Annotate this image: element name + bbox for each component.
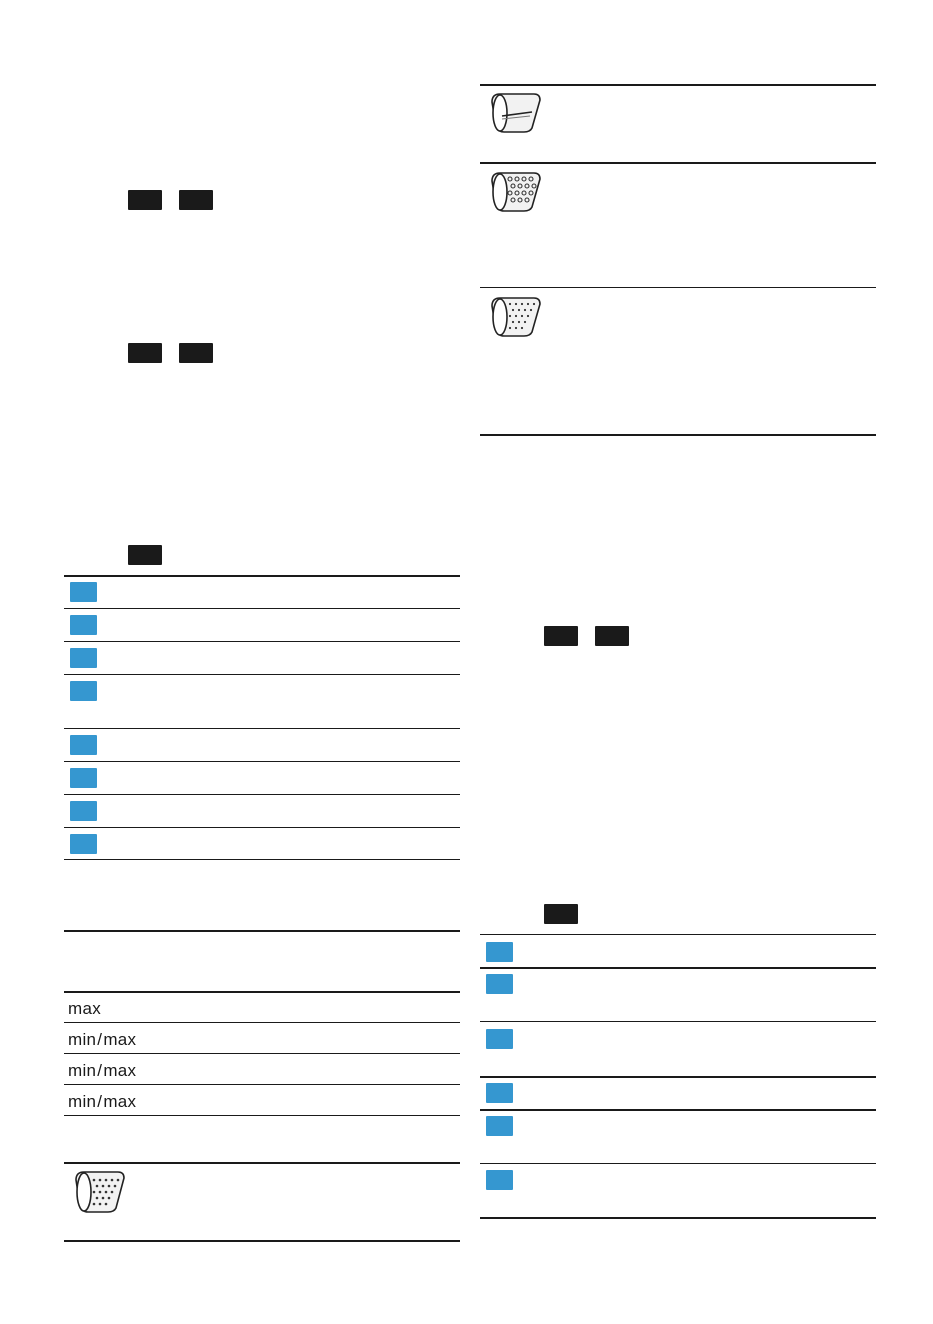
step-marker — [486, 1170, 513, 1190]
speed-setting: min/max — [68, 1030, 137, 1049]
table-rule — [64, 859, 460, 860]
step-marker — [70, 834, 97, 854]
coarse-grater-drum-icon — [488, 169, 544, 217]
table-rule — [64, 1084, 460, 1085]
table-rule — [480, 84, 876, 86]
table-rule — [64, 761, 460, 762]
table-rule — [480, 1217, 876, 1219]
grater-drum-icon — [72, 1168, 128, 1218]
table-rule — [64, 1053, 460, 1054]
table-rule — [64, 1240, 460, 1242]
key-badge — [128, 545, 162, 565]
step-marker — [70, 768, 97, 788]
key-badge — [595, 626, 629, 646]
key-badge — [128, 343, 162, 363]
step-marker — [70, 648, 97, 668]
table-rule — [480, 287, 876, 288]
table-rule — [480, 1109, 876, 1111]
table-rule — [64, 1162, 460, 1164]
step-marker — [486, 1083, 513, 1103]
table-rule — [480, 1021, 876, 1022]
table-rule — [64, 674, 460, 675]
key-badge — [544, 626, 578, 646]
step-marker — [486, 1116, 513, 1136]
table-rule — [480, 1163, 876, 1164]
fine-grater-drum-icon — [488, 294, 544, 342]
step-marker — [486, 942, 513, 962]
table-rule — [64, 608, 460, 609]
step-marker — [486, 974, 513, 994]
table-rule — [480, 162, 876, 164]
step-marker — [70, 801, 97, 821]
key-badge — [179, 190, 213, 210]
table-rule — [64, 575, 460, 577]
key-badge — [544, 904, 578, 924]
table-rule — [64, 930, 460, 932]
table-rule — [64, 728, 460, 729]
table-rule — [64, 827, 460, 828]
speed-setting: min/max — [68, 1061, 137, 1080]
step-marker — [70, 582, 97, 602]
table-rule — [480, 934, 876, 935]
table-rule — [64, 1115, 460, 1116]
step-marker — [486, 1029, 513, 1049]
table-rule — [480, 967, 876, 969]
step-marker — [70, 735, 97, 755]
speed-setting: max — [68, 999, 102, 1018]
step-marker — [70, 681, 97, 701]
key-badge — [128, 190, 162, 210]
table-rule — [480, 1076, 876, 1078]
table-rule — [64, 641, 460, 642]
step-marker — [70, 615, 97, 635]
table-rule — [64, 991, 460, 993]
table-rule — [480, 434, 876, 436]
speed-setting: min/max — [68, 1092, 137, 1111]
table-rule — [64, 794, 460, 795]
slicing-drum-icon — [488, 90, 544, 138]
table-rule — [64, 1022, 460, 1023]
key-badge — [179, 343, 213, 363]
